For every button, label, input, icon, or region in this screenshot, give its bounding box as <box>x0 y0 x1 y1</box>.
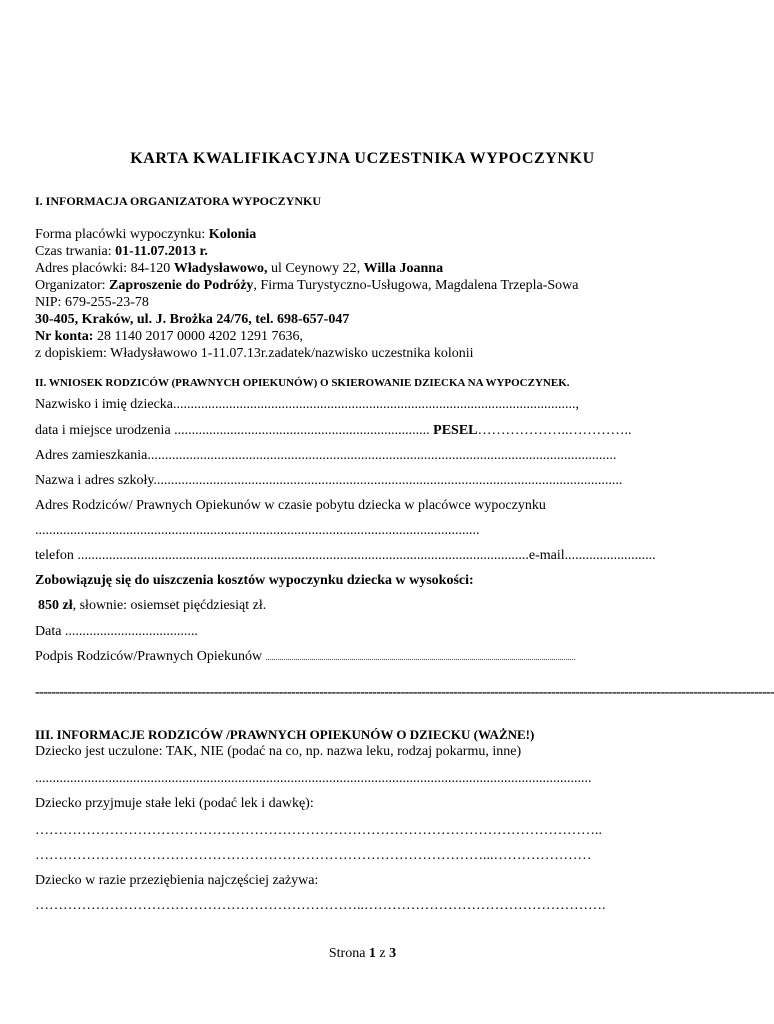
bank-account-line <box>35 328 303 345</box>
amount-value: 850 zł <box>38 598 73 613</box>
page-label: Strona <box>328 946 369 961</box>
page-total: 3 <box>389 946 397 961</box>
cold-remedy-dots: ……………………………………………………………..……………………………………………. <box>35 898 606 913</box>
medication-dots-1: ………………………………………………………………………………………………………….. <box>35 823 602 838</box>
birth-label: data i miejsce urodzenia ......................................................................... <box>35 423 434 438</box>
camp-type-line <box>35 226 256 243</box>
organizer-label: Organizator: <box>35 278 109 293</box>
organizer-name: Zaproszenie do Podróży <box>109 278 254 293</box>
bank-account-number: 28 1140 2017 0000 4202 1291 7636, <box>93 329 303 344</box>
payment-commitment: Zobowiązuję się do uiszczenia kosztów wypoczynku dziecka w wysokości: <box>35 573 474 588</box>
section3-heading: III. INFORMACJE RODZICÓW /PRAWNYCH OPIEKUNÓW O DZIECKU (WAŻNE!) <box>35 727 535 742</box>
camp-type-value: Kolonia <box>208 227 257 242</box>
transfer-note-line: z dopiskiem: Władysławowo 1-11.07.13r.zadatek/nazwisko uczestnika kolonii <box>35 346 474 361</box>
duration-label: Czas trwania: <box>35 244 116 259</box>
bank-account-label: Nr konta: <box>35 329 94 344</box>
parents-address-dots: ............................................................................................................................... <box>35 523 480 538</box>
pesel-dots: ………………..………….. <box>477 423 632 438</box>
duration-line <box>35 243 208 260</box>
document-title: KARTA KWALIFIKACYJNA UCZESTNIKA WYPOCZYNKU <box>130 150 595 167</box>
page-number <box>0 946 725 962</box>
page-separator: z <box>375 946 390 961</box>
camp-villa: Willa Joanna <box>363 261 444 276</box>
amount-words: , słownie: osiemset pięćdziesiąt zł. <box>72 598 267 613</box>
section-separator: -------------------------------------------------------------------------------------------------------------------------------------------------------------------------------------- <box>35 685 774 700</box>
duration-value: 01-11.07.2013 r. <box>115 244 208 259</box>
home-address-field: Adres zamieszkania...................................................................................................................................... <box>35 448 617 463</box>
organizer-address-line: 30-405, Kraków, ul. J. Brożka 24/76, tel. 698-657-047 <box>35 312 350 327</box>
section1-heading: I. INFORMACJA ORGANIZATORA WYPOCZYNKU <box>35 194 322 208</box>
signature-label: Podpis Rodziców/Prawnych Opiekunów <box>35 649 266 664</box>
medication-question: Dziecko przyjmuje stałe leki (podać lek i dawkę): <box>35 796 314 811</box>
section2-heading: II. WNIOSEK RODZICÓW (PRAWNYCH OPIEKUNÓW) O SKIEROWANIE DZIECKA NA WYPOCZYNEK. <box>35 377 570 389</box>
parents-address-label: Adres Rodziców/ Prawnych Opiekunów w czasie pobytu dziecka w placówce wypoczynku <box>35 498 546 513</box>
organizer-details: , Firma Turystyczno-Usługowa, Magdalena Trzepla-Sowa <box>253 278 579 293</box>
child-name-field: Nazwisko i imię dziecka..................................................................................................................., <box>35 397 580 412</box>
signature-line <box>35 648 576 666</box>
cold-remedy-question: Dziecko w razie przeziębienia najczęściej zażywa: <box>35 873 319 888</box>
camp-type-label: Forma placówki wypoczynku: <box>35 227 209 242</box>
camp-street: ul Ceynowy 22, <box>267 261 364 276</box>
page-current: 1 <box>368 946 376 961</box>
amount-line <box>38 597 266 614</box>
camp-address-line <box>35 260 443 277</box>
phone-email-field: telefon .................................................................................................................................e-mail.......................... <box>35 548 656 563</box>
pesel-label: PESEL <box>433 423 478 438</box>
birth-pesel-field <box>35 422 632 439</box>
medication-dots-2: ……………………………………………………………………………………...………………… <box>35 848 592 863</box>
nip-line: NIP: 679-255-23-78 <box>35 295 149 310</box>
camp-city: Władysławowo, <box>173 261 268 276</box>
organizer-line <box>35 277 578 294</box>
date-field: Data ...................................... <box>35 624 198 639</box>
allergy-dots: ............................................................................................................................................................... <box>35 771 592 786</box>
school-field: Nazwa i adres szkoły...................................................................................................................................... <box>35 473 623 488</box>
signature-dots: ........................................................................................................................................................... <box>265 653 576 662</box>
camp-address-prefix: Adres placówki: 84-120 <box>35 261 174 276</box>
allergy-question: Dziecko jest uczulone: TAK, NIE (podać na co, np. nazwa leku, rodzaj pokarmu, inne) <box>35 744 522 759</box>
